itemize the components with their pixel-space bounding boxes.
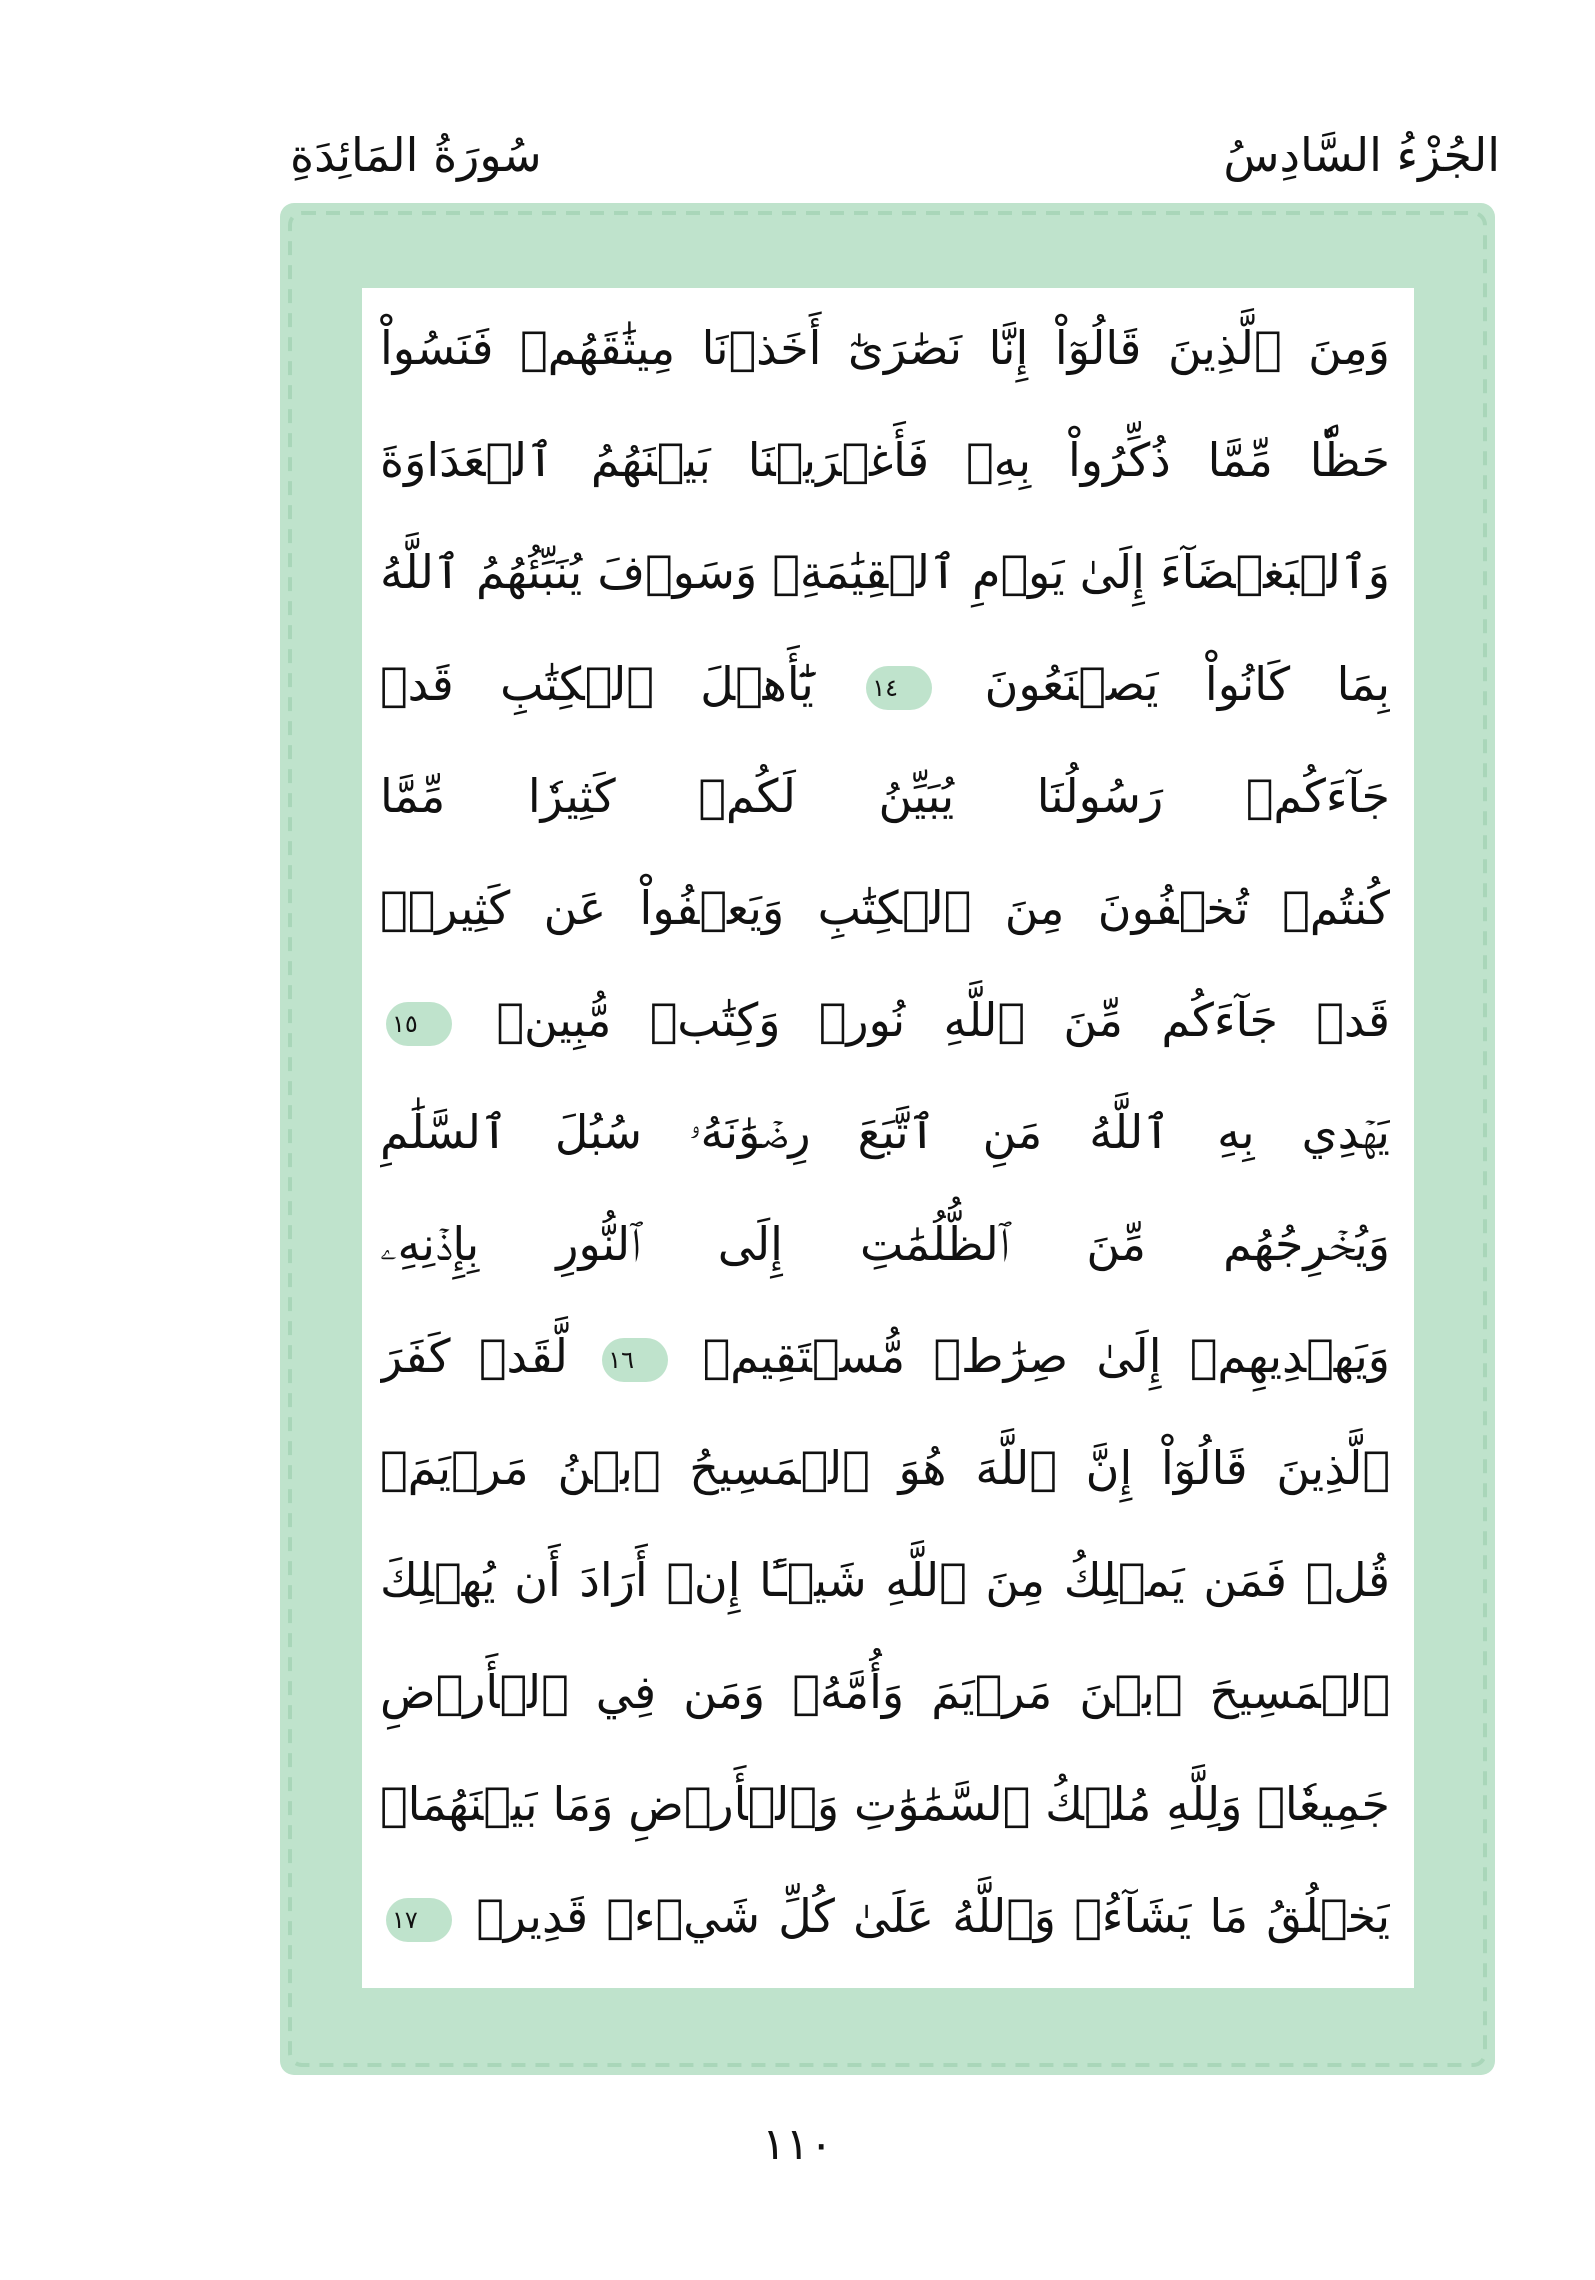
verse-text-continuation: يَٰٓأَهۡلَ ٱلۡكِتَٰبِ قَدۡ xyxy=(380,657,814,711)
ayah-number-marker: ١٧ xyxy=(386,1898,452,1942)
verse-line xyxy=(380,1524,1390,1636)
verse-line xyxy=(380,1636,1390,1748)
verse-text: ٱلَّذِينَ قَالُوٓاْ إِنَّ ٱللَّهَ هُوَ ٱلۡمَسِيحُ ٱبۡنُ مَرۡيَمَۚ xyxy=(380,1441,1390,1495)
verse-line xyxy=(380,1860,1390,1972)
verse-line xyxy=(380,1076,1390,1188)
juz-title: الجُزْءُ السَّادِسُ xyxy=(1223,128,1500,182)
verse-line xyxy=(380,292,1390,404)
verse-lines xyxy=(380,292,1390,1982)
verse-text: يَهۡدِي بِهِ ٱللَّهُ مَنِ ٱتَّبَعَ رِضۡوَٰنَهُۥ سُبُلَ ٱلسَّلَٰمِ xyxy=(380,1105,1390,1159)
verse-text: بِمَا كَانُواْ يَصۡنَعُونَ xyxy=(984,657,1390,711)
verse-text: يَخۡلُقُ مَا يَشَآءُۚ وَٱللَّهُ عَلَىٰ كُلِّ شَيۡءٖ قَدِيرٞ xyxy=(476,1889,1390,1943)
verse-text: حَظّٗا مِّمَّا ذُكِّرُواْ بِهِۦ فَأَغۡرَيۡنَا بَيۡنَهُمُ ٱلۡعَدَاوَةَ xyxy=(380,433,1390,487)
verse-line xyxy=(380,1748,1390,1860)
surah-title: سُورَةُ المَائِدَةِ xyxy=(290,128,542,182)
ayah-number-marker: ١٥ xyxy=(386,1002,452,1046)
verse-text-continuation: لَّقَدۡ كَفَرَ xyxy=(380,1329,568,1383)
ayah-number-marker: ١٤ xyxy=(866,666,932,710)
ayah-number-marker: ١٦ xyxy=(602,1338,668,1382)
verse-line xyxy=(380,1300,1390,1412)
verse-line xyxy=(380,740,1390,852)
page-number: ١١٠ xyxy=(762,2119,833,2170)
verse-line xyxy=(380,964,1390,1076)
verse-text: كُنتُمۡ تُخۡفُونَ مِنَ ٱلۡكِتَٰبِ وَيَعۡفُواْ عَن كَثِيرٖۚ xyxy=(380,881,1390,935)
verse-text: جَآءَكُمۡ رَسُولُنَا يُبَيِّنُ لَكُمۡ كَثِيرٗا مِّمَّا xyxy=(380,769,1390,823)
verse-text: وَيَهۡدِيهِمۡ إِلَىٰ صِرَٰطٖ مُّسۡتَقِيمٖ xyxy=(702,1329,1390,1383)
verse-line xyxy=(380,1412,1390,1524)
verse-text: قُلۡ فَمَن يَمۡلِكُ مِنَ ٱللَّهِ شَيۡـًٔا إِنۡ أَرَادَ أَن يُهۡلِكَ xyxy=(380,1553,1390,1607)
verse-line xyxy=(380,516,1390,628)
verse-line xyxy=(380,1188,1390,1300)
verse-text: وَٱلۡبَغۡضَآءَ إِلَىٰ يَوۡمِ ٱلۡقِيَٰمَةِۚ وَسَوۡفَ يُنَبِّئُهُمُ ٱللَّهُ xyxy=(380,545,1390,599)
verse-text: وَمِنَ ٱلَّذِينَ قَالُوٓاْ إِنَّا نَصَٰرَىٰٓ أَخَذۡنَا مِيثَٰقَهُمۡ فَنَسُواْ xyxy=(380,321,1390,375)
verse-line xyxy=(380,628,1390,740)
verse-text: جَمِيعٗاۗ وَلِلَّهِ مُلۡكُ ٱلسَّمَٰوَٰتِ وَٱلۡأَرۡضِ وَمَا بَيۡنَهُمَاۚ xyxy=(380,1777,1390,1831)
verse-text: وَيُخۡرِجُهُم مِّنَ ٱلظُّلُمَٰتِ إِلَى ٱلنُّورِ بِإِذۡنِهِۦ xyxy=(380,1217,1390,1271)
verse-text: ٱلۡمَسِيحَ ٱبۡنَ مَرۡيَمَ وَأُمَّهُۥ وَمَن فِي ٱلۡأَرۡضِ xyxy=(380,1665,1390,1719)
verse-line xyxy=(380,852,1390,964)
verse-line xyxy=(380,404,1390,516)
verse-text: قَدۡ جَآءَكُم مِّنَ ٱللَّهِ نُورٞ وَكِتَٰبٞ مُّبِينٞ xyxy=(496,993,1390,1047)
